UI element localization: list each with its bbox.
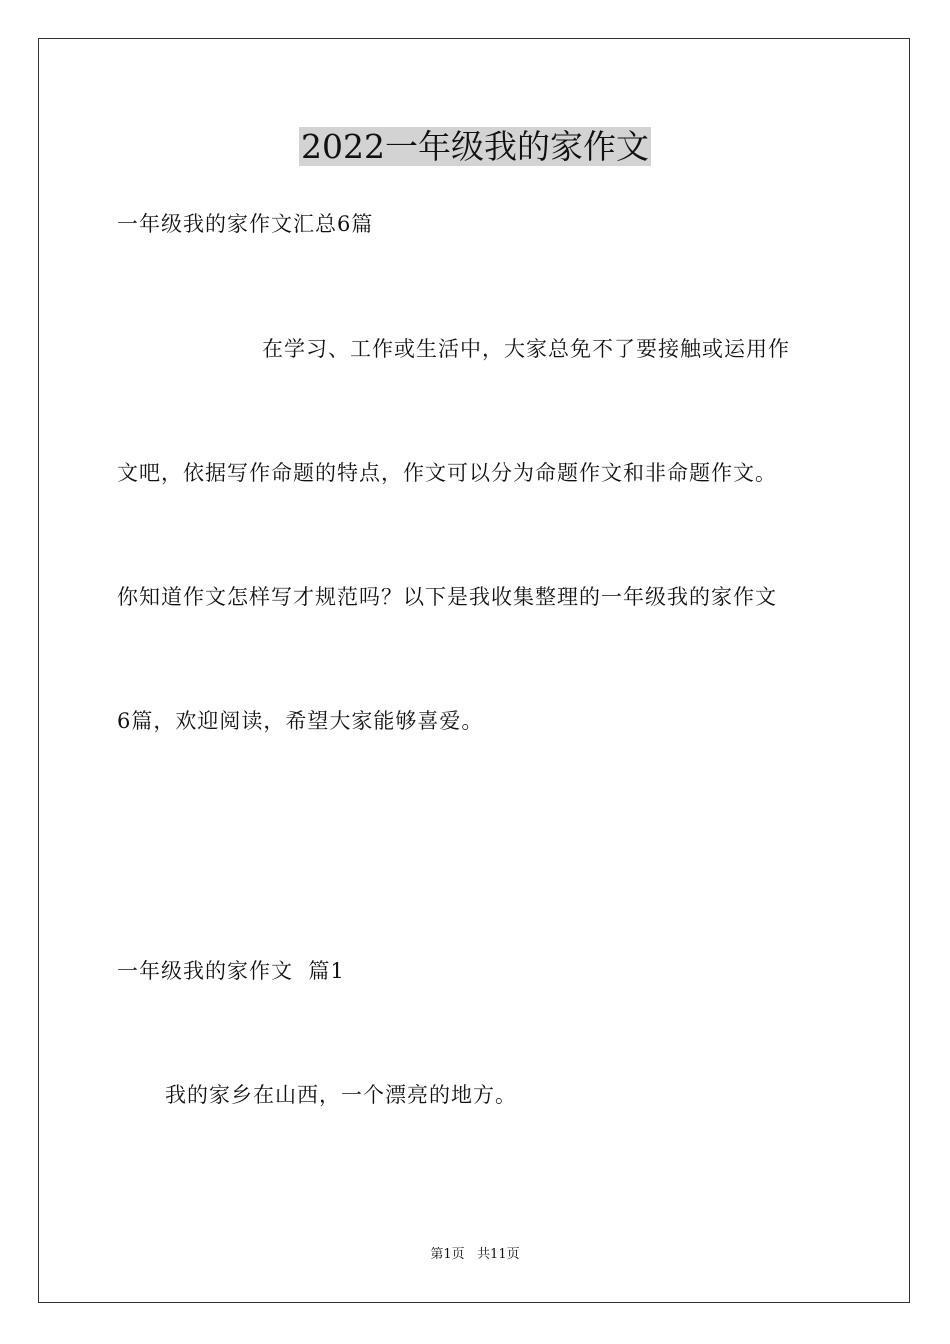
document-title-text: 2022一年级我的家作文 [301, 127, 649, 166]
intro-line-1: 在学习、工作或生活中，大家总免不了要接触或运用作 [262, 337, 790, 361]
section-heading: 一年级我的家作文 篇1 [117, 959, 345, 983]
page-number-footer: 第1页 共11页 [430, 1247, 520, 1262]
intro-line-3: 你知道作文怎样写才规范吗？以下是我收集整理的一年级我的家作文 [117, 585, 777, 609]
document-subtitle: 一年级我的家作文汇总6篇 [117, 212, 374, 236]
intro-line-2: 文吧，依据写作命题的特点，作文可以分为命题作文和非命题作文。 [117, 461, 777, 485]
document-title [0, 125, 950, 169]
intro-line-4: 6篇，欢迎阅读，希望大家能够喜爱。 [117, 709, 484, 733]
section-paragraph: 我的家乡在山西，一个漂亮的地方。 [165, 1083, 517, 1107]
